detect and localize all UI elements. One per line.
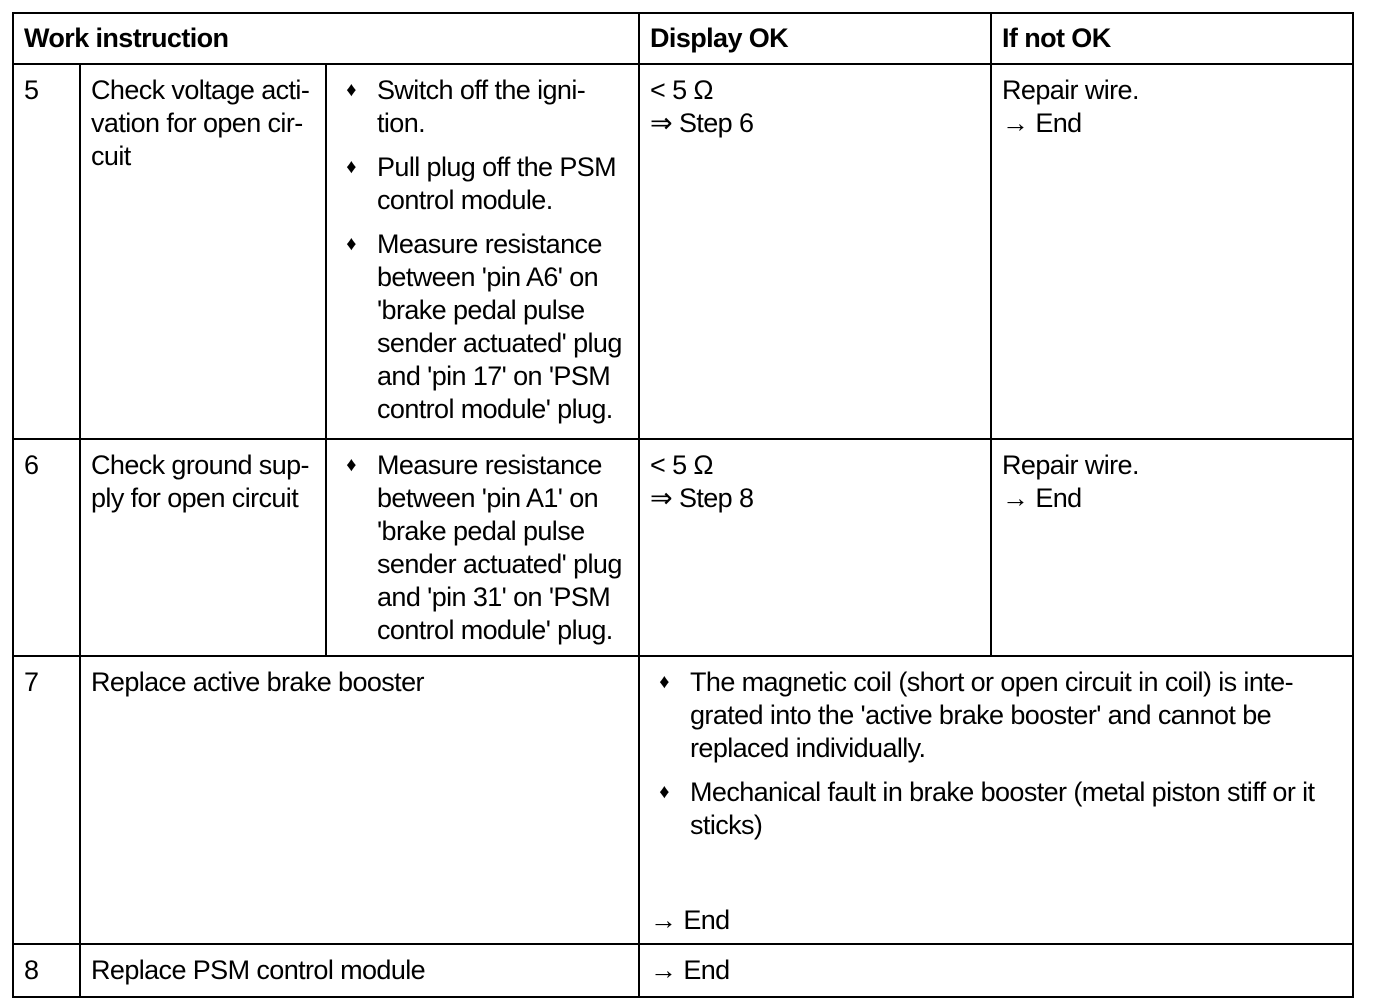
work-instruction-page xyxy=(12,12,1352,998)
display-ok-end: → End xyxy=(650,905,730,935)
step-number: 5 xyxy=(13,64,80,439)
instruction-line: control module' plug. xyxy=(377,394,613,424)
diamond-bullet-icon: ♦ xyxy=(659,781,669,803)
cause-line: The magnetic coil (short or open circuit in coil) is inte- xyxy=(690,667,1293,697)
instruction-list xyxy=(337,449,628,647)
display-ok-value: < 5 Ω xyxy=(650,450,713,480)
cause-line: Mechanical fault in brake booster (metal piston stiff or it xyxy=(690,777,1315,807)
work-instruction-table xyxy=(12,12,1354,998)
display-ok-cell xyxy=(639,64,991,439)
instruction-line: control module' plug. xyxy=(377,615,613,645)
task-line: cuit xyxy=(91,141,131,171)
task-line: vation for open cir- xyxy=(91,108,303,138)
header-display-ok: Display OK xyxy=(639,13,991,64)
instruction-line: 'brake pedal pulse xyxy=(377,516,585,546)
if-not-ok-action: Repair wire. xyxy=(1002,450,1139,480)
step-number: 8 xyxy=(13,944,80,997)
task-line: Check voltage acti- xyxy=(91,75,310,105)
instruction-line: between 'pin A1' on xyxy=(377,483,599,513)
task-line: Check ground sup- xyxy=(91,450,309,480)
cause-line: replaced individually. xyxy=(690,733,926,763)
instruction-line: control module. xyxy=(377,185,553,215)
step-task xyxy=(80,64,326,439)
if-not-ok-action: Repair wire. xyxy=(1002,75,1139,105)
display-ok-next-step: ⇒ Step 6 xyxy=(650,108,754,138)
if-not-ok-end: → End xyxy=(1002,483,1082,513)
step-number: 6 xyxy=(13,439,80,656)
display-ok-cell xyxy=(639,656,1353,944)
table-row-step-8 xyxy=(13,944,1353,997)
display-ok-next-step: ⇒ Step 8 xyxy=(650,483,754,513)
step-instructions xyxy=(326,439,639,656)
diamond-bullet-icon: ♦ xyxy=(659,671,669,693)
table-header-row xyxy=(13,13,1353,64)
step-task xyxy=(80,439,326,656)
cause-line: grated into the 'active brake booster' and cannot be xyxy=(690,700,1272,730)
instruction-line: Measure resistance xyxy=(377,450,602,480)
display-ok-cell: → End xyxy=(639,944,1353,997)
list-item xyxy=(337,74,628,140)
if-not-ok-cell xyxy=(991,64,1353,439)
step-instructions xyxy=(326,64,639,439)
table-row-step-7 xyxy=(13,656,1353,944)
cause-line: sticks) xyxy=(690,810,763,840)
instruction-line: Pull plug off the PSM xyxy=(377,152,617,182)
table-row-step-6 xyxy=(13,439,1353,656)
step-task: Replace PSM control module xyxy=(80,944,639,997)
instruction-list xyxy=(337,74,628,426)
instruction-line: Switch off the igni- xyxy=(377,75,586,105)
list-item xyxy=(337,151,628,217)
display-ok-cell xyxy=(639,439,991,656)
list-item xyxy=(650,666,1342,765)
instruction-line: sender actuated' plug xyxy=(377,549,622,579)
display-ok-value: < 5 Ω xyxy=(650,75,713,105)
instruction-line: 'brake pedal pulse xyxy=(377,295,585,325)
header-if-not-ok: If not OK xyxy=(991,13,1353,64)
instruction-line: and 'pin 17' on 'PSM xyxy=(377,361,611,391)
instruction-line: sender actuated' plug xyxy=(377,328,622,358)
instruction-line: between 'pin A6' on xyxy=(377,262,599,292)
instruction-line: tion. xyxy=(377,108,426,138)
instruction-line: Measure resistance xyxy=(377,229,602,259)
step-number: 7 xyxy=(13,656,80,944)
instruction-line: and 'pin 31' on 'PSM xyxy=(377,582,611,612)
diamond-bullet-icon: ♦ xyxy=(346,233,356,255)
task-line: ply for open circuit xyxy=(91,483,299,513)
diamond-bullet-icon: ♦ xyxy=(346,454,356,476)
cause-list xyxy=(650,666,1342,842)
step-task: Replace active brake booster xyxy=(80,656,639,944)
list-item xyxy=(337,228,628,426)
diamond-bullet-icon: ♦ xyxy=(346,79,356,101)
table-row-step-5 xyxy=(13,64,1353,439)
header-work-instruction: Work instruction xyxy=(13,13,639,64)
diamond-bullet-icon: ♦ xyxy=(346,156,356,178)
list-item xyxy=(337,449,628,647)
list-item xyxy=(650,776,1342,842)
if-not-ok-cell xyxy=(991,439,1353,656)
if-not-ok-end: → End xyxy=(1002,108,1082,138)
